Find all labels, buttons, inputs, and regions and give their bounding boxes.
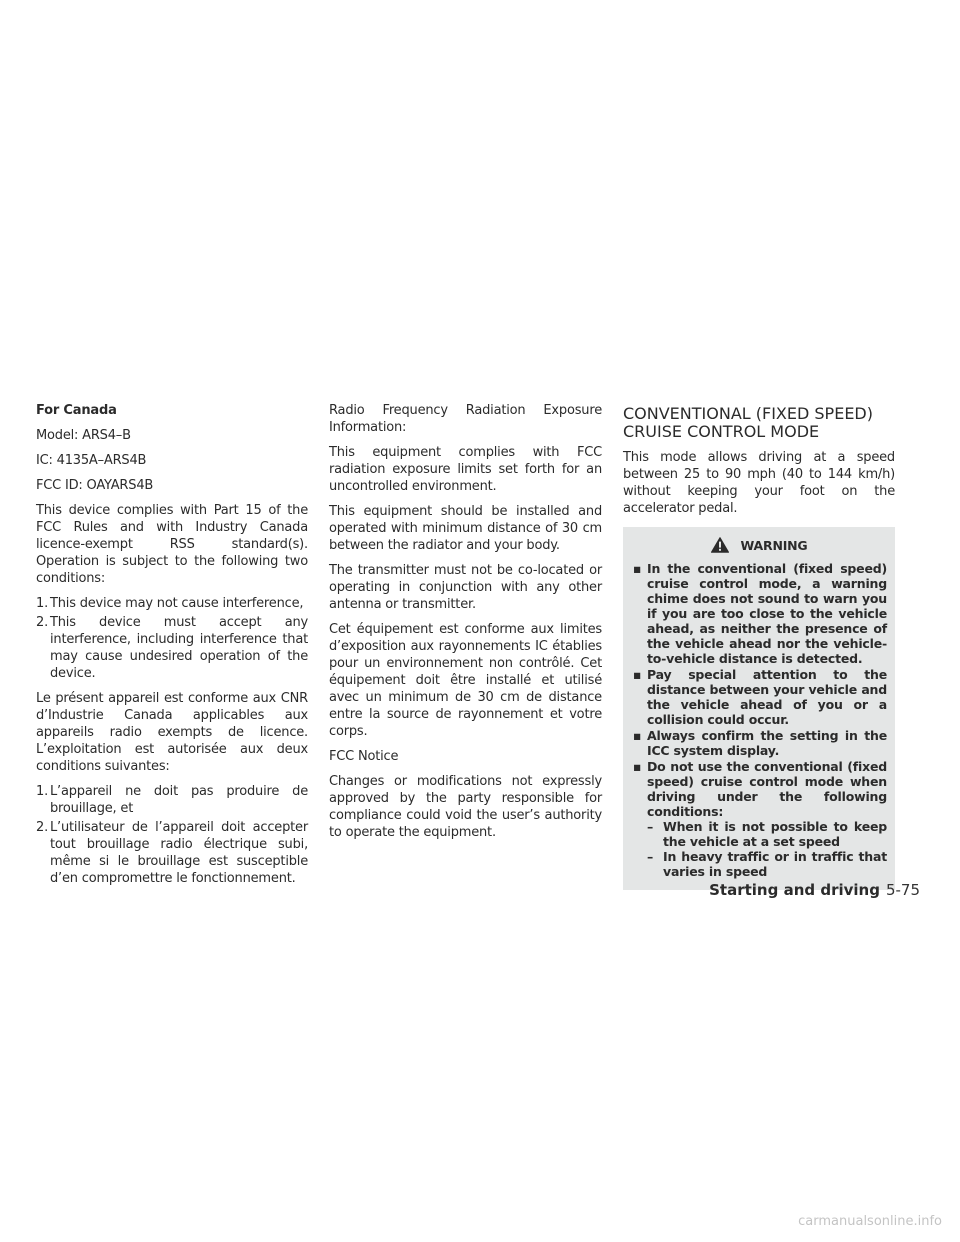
french-exposure-paragraph: Cet équipement est conforme aux limites d’exposition aux rayonnements IC établies pour un environnement non contrôlé. Cet équipement doit être installé et utilisé avec un minimum de 30 cm de distance entre la source de rayonnement et votre corps. — [329, 622, 602, 739]
install-distance-paragraph: This equipment should be installed and operated with minimum distance of 30 cm between the radiator and your body. — [329, 504, 602, 553]
fcc-id-line: FCC ID: OAYARS4B — [36, 478, 154, 493]
list-item — [36, 819, 308, 887]
warning-bullet — [631, 728, 887, 758]
dash-mark: – — [647, 849, 654, 864]
list-text: This device may not cause interference, — [50, 596, 304, 611]
conditions-list-en — [36, 595, 308, 682]
co-location-paragraph: The transmitter must not be co-located or operating in conjunction with any other antenna or transmitter. — [329, 563, 602, 612]
list-number: 2. — [36, 615, 49, 630]
page-number: 5-75 — [885, 881, 920, 899]
fcc-notice-heading: FCC Notice — [329, 749, 399, 764]
warning-triangle-icon — [711, 537, 729, 553]
warning-sub-text: In heavy traffic or in traffic that varies in speed — [663, 849, 887, 879]
column-left — [36, 402, 308, 895]
ic-line: IC: 4135A–ARS4B — [36, 453, 147, 468]
warning-bullet-text: Pay special attention to the distance between your vehicle and the vehicle ahead of you or a collision could occur. — [647, 667, 887, 727]
warning-bullet-text-main: Do not use the conventional (fixed speed) cruise control mode when driving under the following conditions: — [647, 759, 887, 819]
warning-bullet-list — [631, 561, 887, 879]
list-text: L’utilisateur de l’appareil doit accepter tout brouillage radio électrique subi, même si le brouillage est susceptible d’en compromettre le fonctionnement. — [50, 820, 308, 886]
list-number: 1. — [36, 596, 49, 611]
bullet-mark: ▪ — [633, 759, 642, 774]
page-footer — [709, 881, 920, 899]
compliance-paragraph: This device complies with Part 15 of the FCC Rules and with Industry Canada licence-exempt RSS standard(s). Operation is subject to the following two conditions: — [36, 503, 308, 586]
fcc-notice-paragraph: Changes or modifications not expressly approved by the party responsible for compliance could void the user’s authority to operate the equipment. — [329, 774, 602, 840]
section-title-line2: CRUISE CONTROL MODE — [623, 422, 820, 441]
warning-label: WARNING — [740, 537, 808, 553]
canada-heading: For Canada — [36, 403, 117, 418]
list-number: 2. — [36, 820, 49, 835]
exposure-limits-paragraph: This equipment complies with FCC radiation exposure limits set forth for an uncontrolled environment. — [329, 445, 602, 494]
section-title — [623, 405, 895, 441]
bullet-mark: ▪ — [633, 561, 642, 576]
bullet-mark: ▪ — [633, 667, 642, 682]
bullet-mark: ▪ — [633, 728, 642, 743]
french-paragraph: Le présent appareil est conforme aux CNR d’Industrie Canada applicables aux appareils radio exempts de licence. L’exploitation est autorisée aux deux conditions suivantes: — [36, 691, 308, 774]
rf-exposure-heading: Radio Frequency Radiation Exposure Information: — [329, 403, 602, 435]
list-text: This device must accept any interference, including interference that may cause undesired operation of the device. — [50, 615, 308, 681]
warning-sub-item — [647, 849, 887, 879]
watermark: carmanualsonline.info — [798, 1214, 942, 1229]
mode-intro-paragraph: This mode allows driving at a speed between 25 to 90 mph (40 to 144 km/h) without keeping your foot on the accelerator pedal. — [623, 450, 895, 516]
warning-sub-list — [647, 819, 887, 879]
list-text: L’appareil ne doit pas produire de brouillage, et — [50, 784, 308, 816]
warning-header — [631, 537, 887, 553]
warning-bullet-text: In the conventional (fixed speed) cruise control mode, a warning chime does not sound to warn you if you are too close to the vehicle ahead, as neither the presence of the vehicle ahead nor the vehicle-to-vehicle distance is detected. — [647, 561, 887, 666]
column-right — [623, 405, 895, 890]
model-line: Model: ARS4–B — [36, 428, 131, 443]
warning-bullet — [631, 667, 887, 727]
warning-bullet — [631, 759, 887, 879]
warning-box — [623, 527, 895, 890]
list-number: 1. — [36, 784, 49, 799]
dash-mark: – — [647, 819, 654, 834]
warning-bullet-text — [647, 759, 887, 879]
warning-bullet-text: Always confirm the setting in the ICC system display. — [647, 728, 887, 758]
conditions-list-fr — [36, 783, 308, 887]
footer-section-title: Starting and driving — [709, 881, 880, 899]
warning-sub-item — [647, 819, 887, 849]
section-title-line1: CONVENTIONAL (FIXED SPEED) — [623, 404, 873, 423]
list-item — [36, 595, 308, 612]
list-item — [36, 783, 308, 817]
warning-sub-text: When it is not possible to keep the vehicle at a set speed — [663, 819, 887, 849]
warning-bullet — [631, 561, 887, 666]
column-middle — [329, 402, 602, 849]
list-item — [36, 614, 308, 682]
